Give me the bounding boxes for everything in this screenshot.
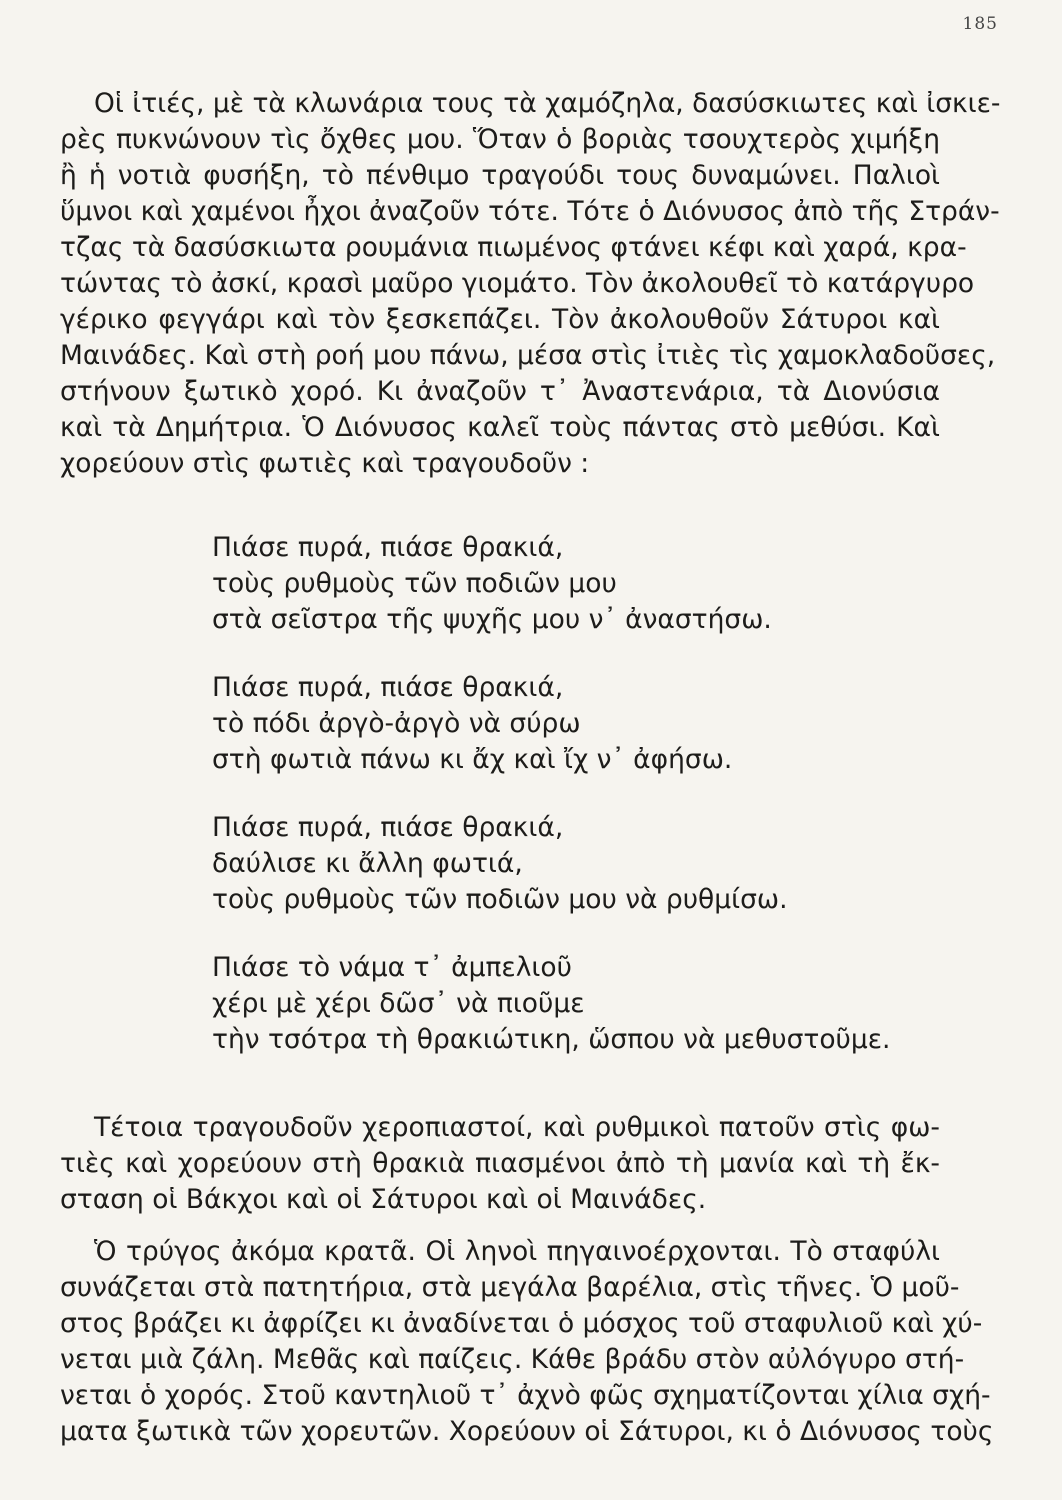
text-line: ματα ξωτικὰ τῶν χορευτῶν. Χορεύουν οἱ Σάτυροι, κι ὁ Διόνυσος τοὺς — [60, 1416, 994, 1447]
verse-line: τοὺς ρυθμοὺς τῶν ποδιῶν μου νὰ ρυθμίσω. — [212, 884, 788, 915]
text-line: ὕμνοι καὶ χαμένοι ἦχοι ἀναζοῦν τότε. Τότε ὁ Διόνυσος ἀπὸ τῆς Στράν- — [60, 196, 1000, 227]
text-line: Τέτοια τραγουδοῦν χεροπιαστοί, καὶ ρυθμικοὶ πατοῦν στὶς φω- — [94, 1112, 940, 1143]
verse-line: Πιάσε πυρά, πιάσε θρακιά, — [212, 812, 564, 843]
verse-line: δαύλισε κι ἄλλη φωτιά, — [212, 848, 523, 879]
text-line: νεται μιὰ ζάλη. Μεθᾶς καὶ παίζεις. Κάθε βράδυ στὸν αὐλόγυρο στή- — [60, 1344, 965, 1375]
text-line: συνάζεται στὰ πατητήρια, στὰ μεγάλα βαρέλια, στὶς τῆνες. Ὁ μοῦ- — [60, 1272, 960, 1303]
text-line: τζας τὰ δασύσκιωτα ρουμάνια πιωμένος φτάνει κέφι καὶ χαρά, κρα- — [60, 232, 967, 263]
verse-line: στὰ σεῖστρα τῆς ψυχῆς μου ν᾽ ἀναστήσω. — [212, 604, 772, 635]
verse-line: Πιάσε πυρά, πιάσε θρακιά, — [212, 672, 564, 703]
text-line: νεται ὁ χορός. Στοῦ καντηλιοῦ τ᾽ ἀχνὸ φῶς σχηματίζονται χίλια σχή- — [60, 1380, 991, 1411]
verse-line: τὸ πόδι ἀργὸ-ἀργὸ νὰ σύρω — [212, 708, 581, 739]
text-line: Μαινάδες. Καὶ στὴ ροή μου πάνω, μέσα στὶς ἰτιὲς τὶς χαμοκλαδοῦσες, — [60, 340, 996, 371]
text-line: τώντας τὸ ἀσκί, κρασὶ μαῦρο γιομάτο. Τὸν ἀκολουθεῖ τὸ κατάργυρο — [60, 268, 975, 299]
text-line: Οἱ ἰτιές, μὲ τὰ κλωνάρια τους τὰ χαμόζηλα, δασύσκιωτες καὶ ἰσκιε- — [94, 88, 1001, 119]
verse-line: Πιάσε πυρά, πιάσε θρακιά, — [212, 532, 564, 563]
verse-line: τοὺς ρυθμοὺς τῶν ποδιῶν μου — [212, 568, 617, 599]
verse-line: Πιάσε τὸ νάμα τ᾽ ἀμπελιοῦ — [212, 952, 572, 983]
text-line: καὶ τὰ Δημήτρια. Ὁ Διόνυσος καλεῖ τοὺς πάντας στὸ μεθύσι. Καὶ — [60, 412, 940, 443]
text-line: ἢ ἡ νοτιὰ φυσήξη, τὸ πένθιμο τραγούδι τους δυναμώνει. Παλιοὶ — [60, 160, 940, 191]
text-line: ρὲς πυκνώνουν τὶς ὄχθες μου. Ὅταν ὁ βοριὰς τσουχτερὸς χιμήξη — [60, 124, 940, 155]
page-number: 185 — [962, 14, 998, 34]
text-line: γέρικο φεγγάρι καὶ τὸν ξεσκεπάζει. Τὸν ἀκολουθοῦν Σάτυροι καὶ — [60, 304, 940, 335]
text-line: στος βράζει κι ἀφρίζει κι ἀναδίνεται ὁ μόσχος τοῦ σταφυλιοῦ καὶ χύ- — [60, 1308, 983, 1339]
verse-line: χέρι μὲ χέρι δῶσ᾽ νὰ πιοῦμε — [212, 988, 585, 1019]
text-line: σταση οἱ Βάκχοι καὶ οἱ Σάτυροι καὶ οἱ Μαινάδες. — [60, 1184, 707, 1215]
text-line: στήνουν ξωτικὸ χορό. Κι ἀναζοῦν τ᾽ Ἀναστενάρια, τὰ Διονύσια — [60, 376, 940, 407]
text-line: τιὲς καὶ χορεύουν στὴ θρακιὰ πιασμένοι ἀπὸ τὴ μανία καὶ τὴ ἔκ- — [60, 1148, 940, 1179]
verse-line: τὴν τσότρα τὴ θρακιώτικη, ὥσπου νὰ μεθυστοῦμε. — [212, 1024, 891, 1055]
text-line: Ὁ τρύγος ἀκόμα κρατᾶ. Οἱ ληνοὶ πηγαινοέρχονται. Τὸ σταφύλι — [94, 1236, 940, 1267]
verse-line: στὴ φωτιὰ πάνω κι ἄχ καὶ ἴχ ν᾽ ἀφήσω. — [212, 744, 733, 775]
text-line: χορεύουν στὶς φωτιὲς καὶ τραγουδοῦν : — [60, 448, 590, 479]
